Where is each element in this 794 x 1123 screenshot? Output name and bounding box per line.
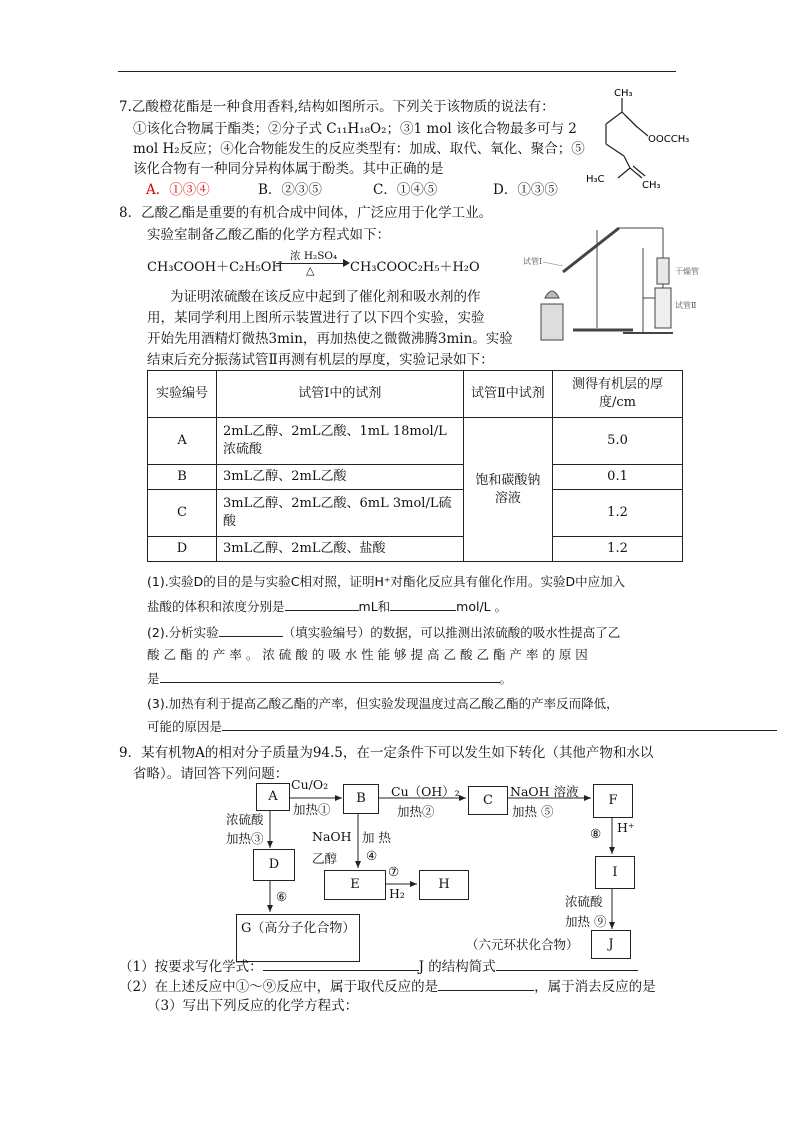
q9-s2-text-1: （2）在上述反应中①～⑨反应中，属于取代反应的是 <box>119 979 439 995</box>
q8-s3-line-a: (3).加热有利于提高乙酸乙酯的产率，但实验发现温度过高乙酸乙酯的产率反而降低， <box>147 696 619 711</box>
label-naoh-solution: NaOH 溶液 <box>510 784 579 799</box>
table-cell-id: D <box>148 537 217 562</box>
answer-blank[interactable] <box>496 956 638 971</box>
compound-box-e: E <box>324 870 386 900</box>
compound-box-c: C <box>468 786 508 815</box>
compound-box-g: G（高分子化合物） <box>236 914 360 962</box>
q7-line-2: ①该化合物属于酯类；②分子式 C₁₁H₁₈O₂；③1 mol 该化合物最多可与 2 <box>133 121 577 137</box>
label-cuoh2: Cu（OH）₂ <box>391 784 460 799</box>
label-conc-h2so4-9: 浓硫酸 <box>565 894 603 909</box>
q8-para-3: 开始先用酒精灯微热3min，再加热使之微微沸腾3min。实验 <box>147 331 513 347</box>
label-heat-5: 加热 ⑤ <box>512 804 554 819</box>
table-header: 实验编号 <box>148 371 217 418</box>
q8-equation-right: CH₃COOC₂H₅＋H₂O <box>350 260 480 275</box>
table-cell-id: A <box>148 418 217 465</box>
compound-box-h: H <box>419 870 469 900</box>
q9-line-2: 省略）。请回答下列问题： <box>133 766 289 782</box>
label-heat-2: 加热② <box>397 804 435 819</box>
table-cell-id: C <box>148 490 217 537</box>
label-ethanol-4: 乙醇 <box>312 851 338 866</box>
label-step-7: ⑦ <box>388 864 400 879</box>
q9-s2-line <box>119 976 656 997</box>
apparatus-label-drying: 干燥管 <box>675 267 699 276</box>
q8-s2-text-1: (2).分析实验 <box>147 625 219 640</box>
table-cell-reagent: 3mL乙醇、2mL乙酸、盐酸 <box>217 537 464 562</box>
table-header: 试管Ⅱ中试剂 <box>463 371 552 418</box>
q8-s3-text: 可能的原因是 <box>147 719 223 734</box>
q9-s3-line: （3）写出下列反应的化学方程式： <box>147 998 359 1014</box>
q9-s2-text-2: ，属于消去反应的是 <box>534 979 656 995</box>
q8-para-2: 用，某同学利用上图所示装置进行了以下四个实验，实验 <box>147 310 485 326</box>
apparatus-label-tube1: 试管Ⅰ <box>523 257 543 266</box>
q8-line-2: 实验室制备乙酸乙酯的化学方程式如下： <box>147 227 390 243</box>
q7-struct-me-top: CH₃ <box>614 88 633 99</box>
q8-equation-heat: △ <box>306 264 315 277</box>
label-cu-o2: Cu/O₂ <box>291 777 329 792</box>
q8-para-4: 结束后充分振荡试管Ⅱ再测有机层的厚度，实验记录如下： <box>147 352 494 368</box>
label-heat-1: 加热① <box>293 802 331 817</box>
label-six-ring: （六元环状化合物） <box>466 937 579 952</box>
table-cell-thickness: 0.1 <box>553 465 683 490</box>
answer-blank[interactable] <box>438 976 534 991</box>
label-conc-h2so4-3: 浓硫酸 <box>226 812 264 827</box>
compound-box-j: J <box>591 930 631 959</box>
table-cell-thickness: 1.2 <box>553 490 683 537</box>
q7-struct-h3c: H₃C <box>586 174 605 185</box>
q7-option-a: A．①③④ <box>146 182 210 198</box>
q7-struct-ch3: CH₃ <box>642 180 661 191</box>
q9-line-1: 9．某有机物A的相对分子质量为94.5，在一定条件下可以发生如下转化（其他产物和水以 <box>119 745 654 761</box>
table-header: 测得有机层的厚度/cm <box>553 371 683 418</box>
q7-line-1: 7.乙酸橙花酯是一种食用香料,结构如图所示。下列关于该物质的说法有： <box>119 99 555 115</box>
q7-option-b: B．②③⑤ <box>258 182 322 198</box>
label-heat-4a: 加 热 <box>362 830 391 845</box>
table-cell-thickness: 5.0 <box>553 418 683 465</box>
q7-struct-ester: OOCCH₃ <box>648 134 690 145</box>
q8-s2-text-4: 。 <box>499 671 513 686</box>
q8-s1-text-1: 盐酸的体积和浓度分别是 <box>147 599 285 614</box>
label-heat-9: 加热 ⑨ <box>565 914 607 929</box>
table-cell-thickness: 1.2 <box>553 537 683 562</box>
label-h-plus: H⁺ <box>617 820 635 835</box>
q8-line-1: 8．乙酸乙酯是重要的有机合成中间体，广泛应用于化学工业。 <box>119 205 493 221</box>
q8-s2-text-2: （填实验编号）的数据，可以推测出浓硫酸的吸水性提高了乙 <box>282 625 621 640</box>
q8-equation-catalyst: 浓 H₂SO₄ <box>290 250 338 262</box>
q9-s1-text-2: J 的结构简式 <box>418 959 496 975</box>
label-heat-4b: ④ <box>366 848 378 863</box>
compound-box-b: B <box>343 784 379 814</box>
q9-s1-text-1: （1）按要求写化学式： <box>119 959 263 975</box>
label-step-8: ⑧ <box>590 826 602 841</box>
label-heat-3: 加热③ <box>226 831 264 846</box>
q8-s1-line-a: (1).实验D的目的是与实验C相对照，证明H⁺对酯化反应具有催化作用。实验D中应加入 <box>147 574 626 589</box>
compound-box-i: I <box>595 856 635 889</box>
q8-s2-line-b: 酸 乙 酯 的 产 率 。 浓 硫 酸 的 吸 水 性 能 够 提 高 乙 酸 乙 酯 产 率 的 原 因 <box>147 647 588 662</box>
table-cell-reagent: 3mL乙醇、2mL乙酸、6mL 3mol/L硫酸 <box>217 490 464 537</box>
table-cell-reagent: 2mL乙醇、2mL乙酸、1mL 18mol/L浓硫酸 <box>217 418 464 465</box>
table-header: 试管Ⅰ中的试剂 <box>217 371 464 418</box>
q7-line-3: mol H₂反应；④化合物能发生的反应类型有：加成、取代、氧化、聚合；⑤ <box>133 141 585 157</box>
compound-box-f: F <box>593 784 633 818</box>
q8-s2-text-3: 是 <box>147 671 160 686</box>
compound-box-d: D <box>253 849 295 881</box>
label-step-6: ⑥ <box>276 889 288 904</box>
q9-s1-line <box>119 956 638 977</box>
compound-box-a: A <box>256 783 290 811</box>
q7-option-d: D．①③⑤ <box>493 182 558 198</box>
q7-option-c: C．①④⑤ <box>373 182 438 198</box>
label-h2: H₂ <box>389 886 405 901</box>
q8-s1-text-2: mL和 <box>358 599 391 614</box>
q7-line-4: 该化合物有一种同分异构体属于酚类。其中正确的是 <box>133 161 444 177</box>
answer-blank[interactable] <box>263 956 419 971</box>
table-cell-reagent: 3mL乙醇、2mL乙酸 <box>217 465 464 490</box>
q8-equation-left: CH₃COOH＋C₂H₅OH <box>147 260 283 275</box>
q8-s1-text-3: mol/L 。 <box>456 599 508 614</box>
q8-para-1: 为证明浓硫酸在该反应中起到了催化剂和吸水剂的作 <box>170 289 481 305</box>
table-cell-tube2: 饱和碳酸钠溶液 <box>463 418 552 562</box>
label-naoh-4: NaOH <box>312 829 352 844</box>
apparatus-label-tube2: 试管Ⅱ <box>675 301 697 310</box>
table-cell-id: B <box>148 465 217 490</box>
